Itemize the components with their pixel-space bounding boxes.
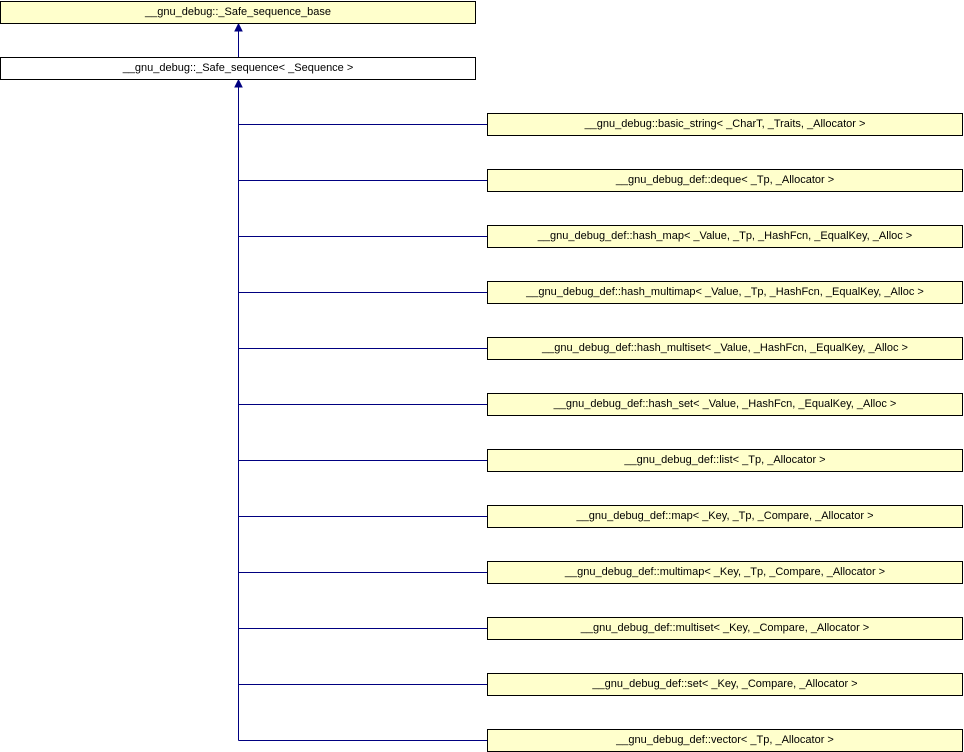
inheritance-arrow <box>235 80 242 87</box>
derived-class-label: __gnu_debug_def::hash_set< _Value, _HashFcn, _EqualKey, _Alloc > <box>553 398 897 410</box>
derived-class-node[interactable] <box>487 673 963 696</box>
derived-class-node[interactable] <box>487 225 963 248</box>
derived-class-node[interactable] <box>487 617 963 640</box>
derived-class-label: __gnu_debug::basic_string< _CharT, _Traits, _Allocator > <box>584 118 866 130</box>
inheritance-arrow <box>235 24 242 31</box>
derived-class-label: __gnu_debug_def::set< _Key, _Compare, _Allocator > <box>592 678 858 690</box>
derived-class-label: __gnu_debug_def::multiset< _Key, _Compare, _Allocator > <box>580 622 870 634</box>
derived-class-node[interactable] <box>487 113 963 136</box>
derived-class-node[interactable] <box>487 505 963 528</box>
derived-class-node[interactable] <box>487 729 963 752</box>
current-class-node <box>0 57 476 80</box>
derived-class-label: __gnu_debug_def::vector< _Tp, _Allocator > <box>616 734 834 746</box>
derived-class-node[interactable] <box>487 393 963 416</box>
derived-class-node[interactable] <box>487 561 963 584</box>
derived-class-label: __gnu_debug_def::map< _Key, _Tp, _Compare, _Allocator > <box>576 510 874 522</box>
base-class-node[interactable] <box>0 1 476 24</box>
derived-class-label: __gnu_debug_def::list< _Tp, _Allocator > <box>624 454 826 466</box>
derived-class-label: __gnu_debug_def::deque< _Tp, _Allocator > <box>615 174 835 186</box>
derived-class-label: __gnu_debug_def::hash_multimap< _Value, _Tp, _HashFcn, _EqualKey, _Alloc > <box>526 286 924 298</box>
derived-class-label: __gnu_debug_def::hash_multiset< _Value, _HashFcn, _EqualKey, _Alloc > <box>542 342 908 354</box>
derived-class-node[interactable] <box>487 449 963 472</box>
derived-class-node[interactable] <box>487 281 963 304</box>
derived-class-node[interactable] <box>487 169 963 192</box>
current-class-label: __gnu_debug::_Safe_sequence< _Sequence > <box>122 62 354 74</box>
derived-class-label: __gnu_debug_def::hash_map< _Value, _Tp, _HashFcn, _EqualKey, _Alloc > <box>537 230 913 242</box>
derived-class-node[interactable] <box>487 337 963 360</box>
base-class-label: __gnu_debug::_Safe_sequence_base <box>145 6 331 18</box>
derived-class-label: __gnu_debug_def::multimap< _Key, _Tp, _Compare, _Allocator > <box>564 566 886 578</box>
